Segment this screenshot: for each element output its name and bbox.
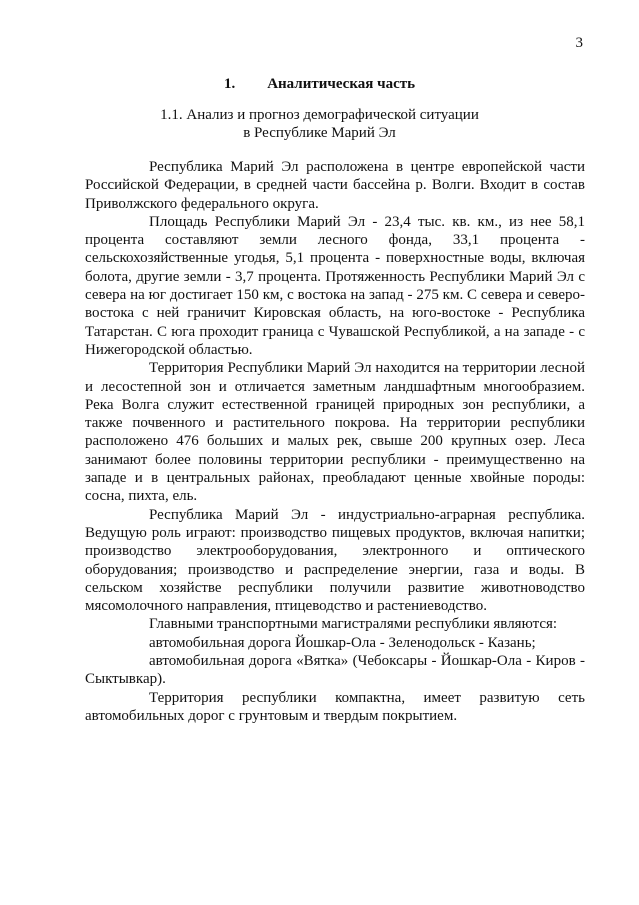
section-number: 1. — [223, 76, 236, 92]
paragraph-transport-intro: Главными транспортными магистралями республики являются: — [149, 616, 558, 633]
paragraph-road-kazan: автомобильная дорога Йошкар-Ола - Зеленодольск - Казань; — [149, 634, 536, 651]
paragraph-area: Площадь Республики Марий Эл - 23,4 тыс. кв. км., из нее 58,1 процента составляют земли лесного фонда, 33,1 процента - сельскохозяйственные угодья, 5,1 процента - поверхностные воды, включая болота, другие земли - 3,7 процента. Протяженность Республики Марий Эл с севера на юг достигает 150 км, с востока на запад - 275 км. С севера и северо-востока с ней граничит Кировская область, на юго-востоке - Республика Татарстан. С юга проходит граница с Чувашской Республикой, а на западе - с Нижегородской областью. — [85, 213, 585, 358]
section-title: Аналитическая часть — [267, 76, 416, 92]
paragraph-road-network: Территория республики компактна, имеет развитую сеть автомобильных дорог с грунтовым и твердым покрытием. — [85, 689, 585, 724]
body-text — [85, 158, 585, 725]
subsection-title-line-2: в Республике Марий Эл — [243, 125, 396, 141]
paragraph-territory: Территория Республики Марий Эл находится на территории лесной и лесостепной зон и отличается заметным ландшафтным многообразием. Река Волга служит естественной границей природных зон республики, а также почвенного и растительного покрова. На территории республики расположено 476 больших и малых рек, свыше 200 крупных озер. Леса занимают более половины территории республики - преимущественно на западе и в центральных районах, преобладают ценные хвойные породы: сосна, пихта, ель. — [85, 360, 585, 505]
subsection-title-line-1: 1.1. Анализ и прогноз демографической ситуации — [160, 107, 479, 123]
paragraph-economy: Республика Марий Эл - индустриально-аграрная республика. Ведущую роль играют: производство пищевых продуктов, включая напитки; производство электрооборудования, электронного и оптического оборудования; производство и распределение энергии, газа и воды. В сельском хозяйстве республики получили развитие животноводство мясомолочного направления, птицеводство и растениеводство. — [85, 506, 585, 615]
section-heading — [0, 75, 639, 93]
subsection-heading — [0, 106, 639, 142]
page-number: 3 — [575, 35, 583, 51]
paragraph-road-vyatka: автомобильная дорога «Вятка» (Чебоксары - Йошкар-Ола - Киров - Сыктывкар). — [85, 653, 585, 688]
paragraph-location: Республика Марий Эл расположена в центре европейской части Российской Федерации, в средней части бассейна р. Волги. Входит в состав Приволжского федерального округа. — [85, 159, 585, 212]
